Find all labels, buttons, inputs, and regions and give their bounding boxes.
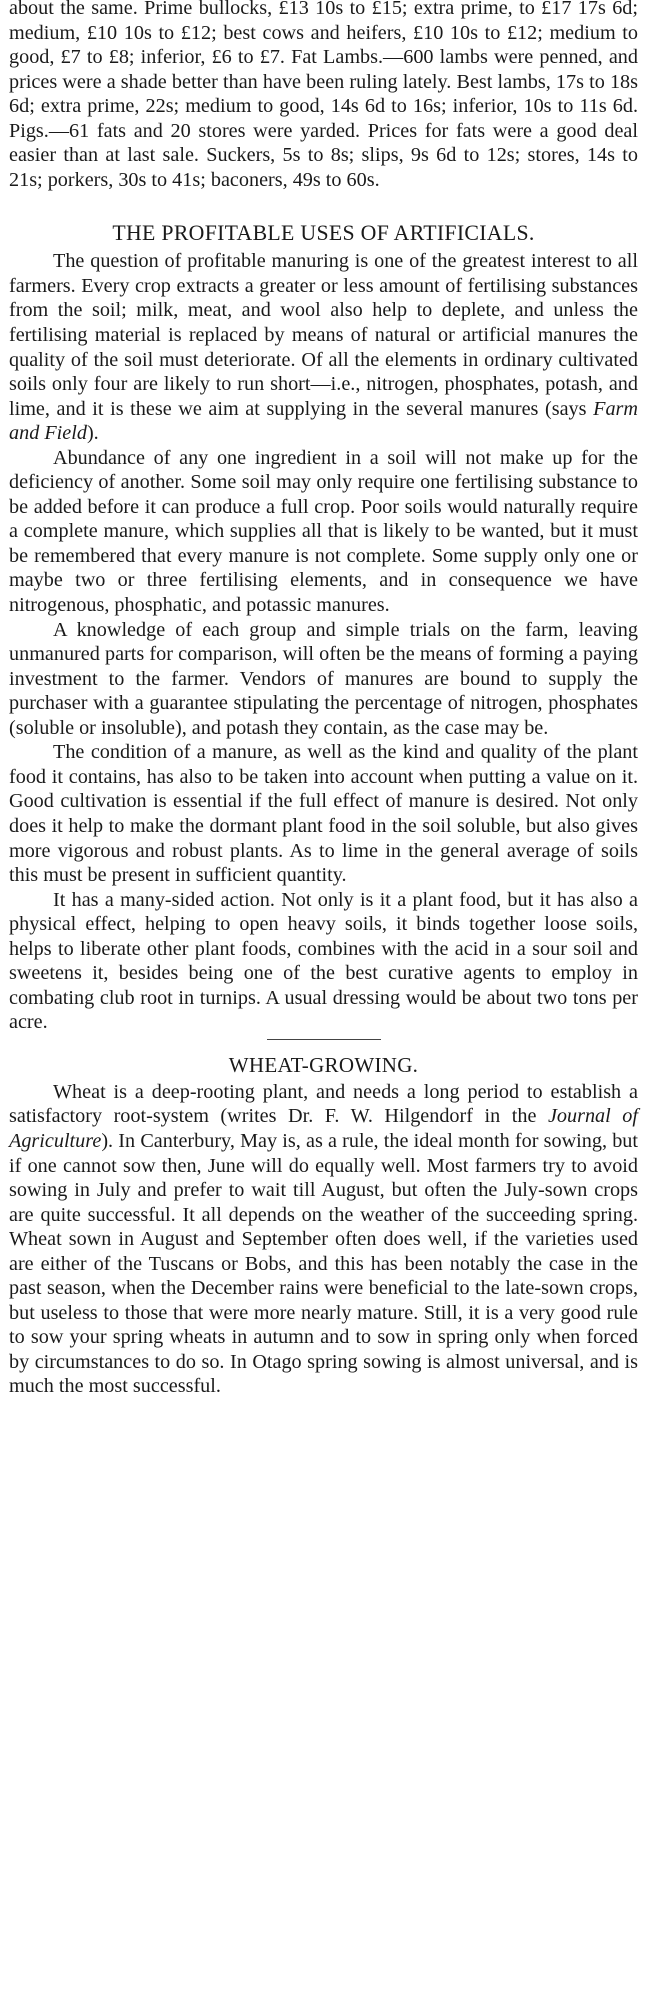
article-paragraph (9, 249, 638, 445)
paragraph-text: The question of profitable manuring is one of the greatest interest to all farmers. Every crop extracts a greater or less amount of fertilising substances from the soil; milk, meat, and wool also help to deplete, and unless the fertilising material is replaced by means of natural or artificial manures the quality of the soil must deteriorate. Of all the elements in ordinary cultivated soils only four are likely to run short—i.e., nitrogen, phosphates, potash, and lime, and it is these we aim at supplying in the several manures (says (9, 250, 638, 420)
article-paragraph (9, 1080, 638, 1399)
artificials-article (9, 219, 638, 1035)
article-paragraph: A knowledge of each group and simple trials on the farm, leaving unmanured parts for comparison, will often be the means of forming a paying investment to the farmer. Vendors of manures are bound to supply the purchaser with a guarantee stipulating the percentage of nitrogen, phosphates (soluble or insoluble), and potash they contain, as the case may be. (9, 618, 638, 739)
wheat-article (9, 1039, 638, 1399)
article-heading-artificials: THE PROFITABLE USES OF ARTIFICIALS. (112, 221, 535, 246)
paragraph-text: Wheat is a deep-rooting plant, and needs a long period to establish a satisfactory root-system (writes Dr. F. W. Hilgendorf in the (9, 1080, 638, 1128)
article-heading-wheat: WHEAT-GROWING. (228, 1052, 419, 1077)
source-citation: Journal of Agriculture (9, 1105, 638, 1152)
article-paragraph: It has a many-sided action. Not only is it a plant food, but it has also a physical effect, helping to open heavy soils, it binds together loose soils, helps to liberate other plant foods, combines with the acid in a sour soil and sweetens it, besides being one of the best curative agents to employ in combating club root in turnips. A usual dressing would be about two tons per acre. (9, 888, 638, 1034)
paragraph-text: ). (86, 422, 99, 445)
article-paragraph: The condition of a manure, as well as the kind and quality of the plant food it contains, has also to be taken into account when putting a value on it. Good cultivation is essential if the full effect of manure is desired. Not only does it help to make the dormant plant food in the soil soluble, but also gives more vigorous and robust plants. As to lime in the general average of soils this must be present in sufficient quantity. (9, 741, 638, 887)
article-paragraph: Abundance of any one ingredient in a soil will not make up for the deficiency of another. Some soil may only require one fertilising substance to be added before it can produce a full crop. Poor soils would naturally require a complete manure, which supplies all that is likely to be wanted, but it must be remembered that every manure is not complete. Some supply only one or maybe two or three fertilising elements, and in consequence we have nitrogenous, phosphatic, and potassic manures. (9, 446, 638, 617)
source-citation: Farm and Field (9, 397, 638, 445)
section-divider (267, 1039, 381, 1040)
paragraph-text: ). In Canterbury, May is, as a rule, the ideal month for sowing, but if one cannot sow then, June will do equally well. Most farmers try to avoid sowing in July and prefer to wait till August, but often the July-sown crops are quite successful. It all depends on the weather of the succeeding spring. Wheat sown in August and September often does well, if the varieties used are either of the Tuscans or Bobs, and this has been notably the case in the past season, when the December rains were beneficial to the late-sown crops, but useless to those that were more nearly mature. Still, it is a very good rule to sow your spring wheats in autumn and to sow in spring only when forced by circumstances to do so. In Otago spring sowing is almost universal, and is much the most successful. (9, 1129, 638, 1398)
market-report-paragraph: about the same. Prime bullocks, £13 10s to £15; extra prime, to £17 17s 6d; medium, £10 10s to £12; best cows and heifers, £10 10s to £12; medium to good, £7 to £8; inferior, £6 to £7. Fat Lambs.—600 lambs were penned, and prices were a shade better than have been ruling lately. Best lambs, 17s to 18s 6d; extra prime, 22s; medium to good, 14s 6d to 16s; inferior, 10s to 11s 6d. Pigs.—61 fats and 20 stores were yarded. Prices for fats were a good deal easier than at last sale. Suckers, 5s to 8s; slips, 9s 6d to 12s; stores, 14s to 21s; porkers, 30s to 41s; baconers, 49s to 60s. (9, 0, 638, 191)
